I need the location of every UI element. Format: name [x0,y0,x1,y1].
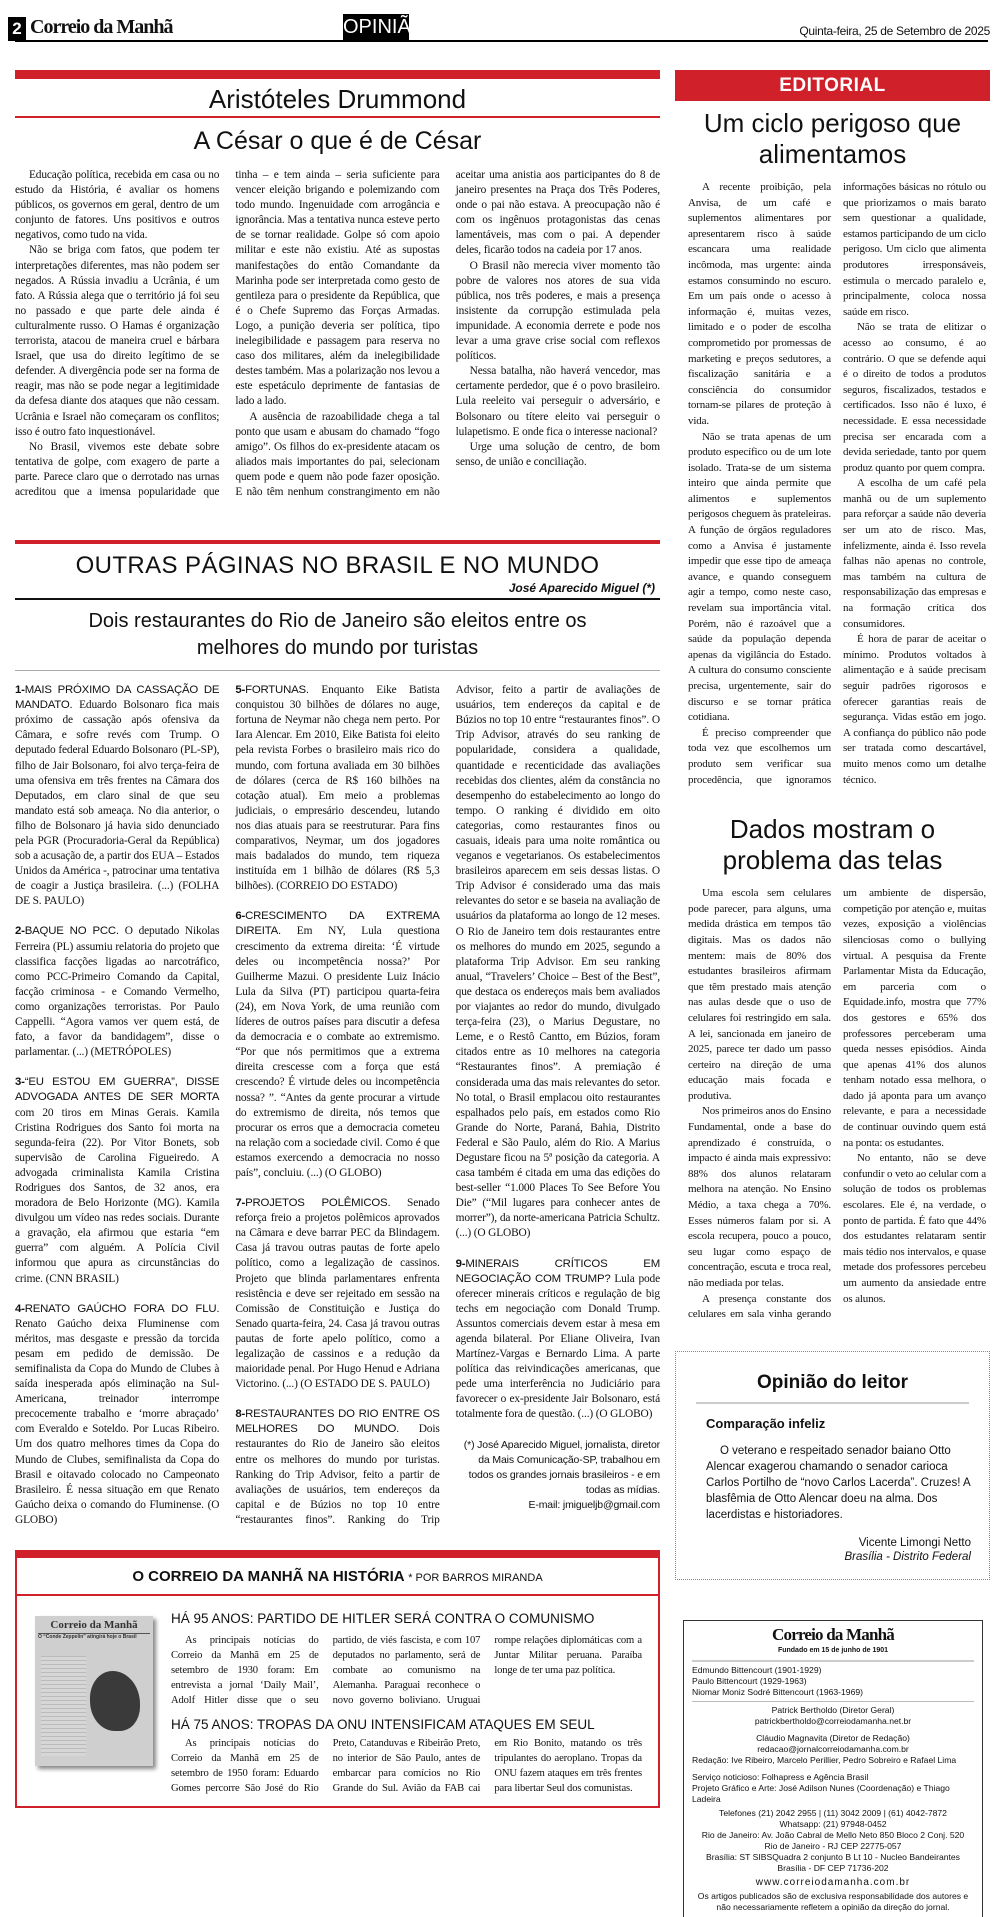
paragraph: A escolha de um café pela manhã ou de um suplemento para reforçar a saúde não deveria ser um ato de risco. Mas, infelizmente, ainda é. Isso revela falhas não apenas no controle, mas também na cultura de responsabilização das empresas e na formação crítica dos consumidores. [843,477,986,630]
story-text: As principais notícias do Correio da Manhã em 25 de setembro de 1950 foram: Eduardo Gomes percorre São José do Rio Preto, Catanduvas e Ribeirão Preto, no interior de São Paulo, antes de embarcar para comícios no Rio Grande do Sul. Avião da FAB cai em Rio Bonito, matando os três tripulantes do aeroplano. Tropas da ONU fazem ataques em três frentes para libertar Seul dos comunistas. [171,1738,642,1795]
item-head: RENATO GAÚCHO FORA DO FLU. [24,1302,220,1315]
paragraph: Não se trata apenas de um produto específico ou de um lote isolado. Trata-se de um sistema inteiro que ainda permite que alimentos e suplementos perigosos cheguem às prateleiras. A função de órgãos reguladores como a Anvisa é justamente impedir que esse tipo de ameaça avance, e quando conseguem agir a tempo, como neste caso, revelam sua importância vital. Porém, não é razoável que a saúde da população dependa apenas da vigilância do Estado. A cultura do consumo consciente precisa, urgentemente, sair do discurso e se tornar prática cotidiana. [688,430,831,724]
section-label: OPINIÃO [343,14,409,41]
item-body: Lula pode oferecer minerais críticos e regulação de big techs em negociação com Donald Trump. Assuntos comerciais devem estar à mesa em agenda bilateral. Por Eliane Oliveira, Ivan Martínez-Vargas e Bernardo Lima. A parte política das reivindicações americanas, que pede uma interferência no Judiciário para favorecer o ex-presidente Jair Bolsonaro, está totalmente fora de questão. (...) (O GLOBO) [455,1272,660,1421]
rio-address: Rio de Janeiro: Av. João Cabral de Mello Neto 850 Bloco 2 Conj. 520 [701,1829,965,1840]
paragraph: No entanto, não se deve confundir o veto ao celular com a solução de todos os problemas escolares. Ele é, na verdade, o ponto de partida. É fato que 44% dos estudantes relataram sentir mais tédio nos intervalos, e quase metade dos professores percebeu um aumento da ansiedade entre os alunos. [843,1152,986,1305]
history-thumbnail [35,1616,153,1766]
item-head: PROJETOS POLÊMICOS. [245,1197,391,1210]
phones: Telefones (21) 2042 2955 | (11) 3042 2009 | (61) 4042-7872 [719,1807,947,1818]
item-number: 6- [235,910,246,923]
brasilia-address: Brasília: ST SIBSQuadra 2 conjunto B Lt 10 - Nucleo Bandeirantes [706,1851,960,1862]
item-head: RESTAURANTES DO RIO ENTRE OS MELHORES DO MUNDO. [235,1408,440,1436]
item-number: 4- [15,1302,25,1315]
thumbnail-headline: O “Conde Zeppelin” atingirá hoje o Brasil [38,1633,150,1640]
column-title: A César o que é de César [193,127,482,155]
news-item [15,1075,219,1286]
footnote-text: (*) José Aparecido Miguel, jornalista, diretor da Mais Comunicação-SP, trabalhou em todos os grandes jornais brasileiros - e em todas as mídias. [463,1438,660,1496]
item-head: CRESCIMENTO DA EXTREMA DIREITA. [235,910,440,938]
paragraph: Educação política, recebida em casa ou no estudo da História, é avaliar os homens públicos, os governos em geral, dentro de um conjunto de fatores. Uns positivos e outros negativos, como tudo na vida. [15,169,220,242]
item-number: 9- [455,1257,466,1270]
founder: Niomar Moniz Sodré Bittencourt (1963-1969) [692,1686,864,1697]
item-head: FORTUNAS. [245,684,309,697]
masthead-logo: Correio da Manhã [772,1624,894,1644]
history-title: O CORREIO DA MANHÃ NA HISTÓRIA [132,1568,405,1586]
news-item-headline [15,1303,219,1315]
item-body: Renato Gaúcho deixa Fluminense com méritos, mas desgaste e pressão da torcida pesam em pedido de demissão. De semifinalista da Copa do Mundo de Clubes à saída inesperada após eliminação na Sul-Americana, treinador interrompe precocemente trabalho e ‘morre abraçado’ com Everaldo e Soteldo. Por Lucas Ribeiro. Um dos quatro melhores times da Copa do Mundo de Clubes, semifinalista da Copa do Brasil e oitavado colocado no Campeonato Brasileiro. É nessa situação em que Renato Gaúcho deixa o comando do Fluminense. (O GLOBO) [15,1317,220,1526]
history-story-2-body [171,1736,642,1796]
paragraph: A ausência de razoabilidade chega a tal ponto que usam e abusam do chamado “fogo amigo”. Os filhos do ex-presidente atacam os aliados mais importantes do pai, selecionam quem pode e quem não pode fazer oposição. E não têm nenhum constrangimento em não aceitar uma anistia aos participantes do 8 de janeiro presentes na Praça dos Três Poderes, onde o pai não estava. A preocupação não é com os ingênuos protagonistas das cenas lamentáveis, mas com o pai. A depender deles, ficarão todos na cadeia por 17 anos. [235,169,660,498]
history-story-1-head: HÁ 95 ANOS: PARTIDO DE HITLER SERÁ CONTRA O COMUNISMO [171,1611,595,1627]
news-items [15,683,660,1528]
history-story-1-body [171,1633,642,1708]
history-box [15,1550,660,1808]
left-column [15,70,660,1808]
issue-date: Quinta-feira, 25 de Setembro de 2025 [799,24,990,38]
news-item [235,909,439,1181]
reader-location: Brasília - Distrito Federal [844,1550,971,1563]
thumbnail-logo: Correio da Manhã [50,1619,138,1632]
newspaper-logo: Correio da Manhã [30,16,173,38]
news-item-headline [15,925,119,937]
item-head: MAIS PRÓXIMO DA CASSAÇÃO DE MANDATO. [15,684,220,712]
divider [692,1660,974,1662]
editor-email[interactable]: redacao@jornalcorreiodamanha.com.br [757,1743,909,1754]
right-column [675,70,990,1917]
news-item [235,1196,439,1392]
rio-cep: Rio de Janeiro - RJ CEP 22775-057 [764,1840,902,1851]
author-footnote [456,1438,660,1513]
telas-body [688,886,986,1323]
reader-opinion-title: Opinião do leitor [757,1371,908,1393]
paragraph: A recente proibição, pela Anvisa, de um café e suplementos alimentares por apresentarem risco à saúde escancara uma realidade incômoda, mas urgente: ainda estamos consumindo no escuro. Em um país onde o acesso à informação é, muitas vezes, limitado e o poder de escolha comprometido por promessas de marketing e preços sedutores, a fiscalização sanitária e a consciência do consumidor tornam-se pilares de proteção à vida. [688,181,831,427]
history-byline: * POR BARROS MIRANDA [408,1572,543,1585]
paragraph: No Brasil, vivemos este debate sobre tentativa de golpe, com exagero de parte a parte. Parece claro que o derrotado nas urnas acreditou que a imensa popularidade que tinha – e tem ainda – seria suficiente para vencer eleição brigando e polemizando com todo mundo. Ingenuidade com arrogância e ignorância. Mas a tentativa nunca esteve perto de se tornar realidade. Golpe só com apoio militar e este não existiu. Até as supostas manifestações do então Comandante da Marinha pode ser interpretada como gesto de gentileza para o presidente da República, que é o Chefe Supremo das Forças Armadas. Logo, a punição deveria ser política, tipo inelegibilidade e passagem para reserva no caso dos militares, além da inelegibilidade destes também. Mas a polarização nos levou a este espetáculo deprimente de fantasias de lado a lado. [15,169,440,498]
paragraph: O Brasil não merecia viver momento tão pobre de valores nos atores de sua vida pública, nos três poderes, e mais a presença insistente da corrupção estimulada pela impunidade. A economia derrete e pode nos levar a uma grave crise social com reflexos políticos. [455,259,660,363]
item-head: “EU ESTOU EM GUERRA”, DISSE ADVOGADA ANTES DE SER MORTA [15,1076,220,1104]
section-author: José Aparecido Miguel (*) [508,581,655,596]
news-item [456,1257,660,1423]
item-body: Senado reforça freio a projetos polêmicos aprovados na Câmara e deve barrar PEC da Blindagem. Casa já travou outras pautas de forte apelo político, como a legalização de cassinos. Projeto que blinda parlamentares enfrenta resistência e deve ser rejeitado em sessão na Comissão de Constituição e Justiça do Senado quarta-feira, 24. Casa já travou outras pautas de forte apelo político, como a legalização de cassinos e a redução da maioridade penal. Por Hugo Henud e Adriana Victorino. (...) (O ESTADO DE S. PAULO) [235,1197,440,1391]
item-number: 3- [15,1076,25,1089]
news-item-headline [15,1076,219,1103]
page-number: 2 [8,17,26,41]
news-item [15,683,219,909]
item-number: 8- [235,1408,246,1421]
paragraph: Não se briga com fatos, que podem ter interpretações diferentes, mas não podem ser negados. A Rússia invadiu a Ucrânia, é um fato. A Rússia alega que o território já foi seu no passado e que parte dele ainda é culturalmente russo. O Hamas é organização terrorista, atacou de maneira cruel e bárbara Israel, que usa do direito legítimo de se defender. A divergência pode ser na forma de reagir, mas não se pode negar a legitimidade da defesa diante dos ataques que não cessam. Ucrânia e Israel não começaram os conflitos; isso é outro fato inquestionável. [15,244,220,438]
column-body [15,168,660,500]
reader-letter-title: Comparação infeliz [706,1415,826,1431]
section-subtitle: Dois restaurantes do Rio de Janeiro são eleitos entre os melhores do mundo por turistas [88,610,587,660]
item-number: 1- [15,684,25,697]
red-rule [15,116,660,118]
item-number: 7- [235,1197,246,1210]
author-email[interactable]: E-mail: jmigueljb@gmail.com [528,1498,660,1511]
red-rule [15,540,660,544]
divider [692,1701,974,1702]
news-item-headline [235,1197,390,1209]
masthead-box [683,1620,983,1917]
brasilia-cep: Brasília - DF CEP 71736-202 [777,1862,889,1873]
item-head: MINERAIS CRÍTICOS EM NEGOCIAÇÃO COM TRUMP? [455,1257,660,1285]
design-credit: Projeto Gráfico e Arte: José Adilson Nunes (Coordenação) e Thiago Ladeira [692,1782,950,1804]
news-item-headline [235,1408,439,1435]
editor: Cláudio Magnavita (Diretor de Redação) [756,1732,910,1743]
news-item [15,924,219,1060]
reader-letter-text: O veterano e respeitado senador baiano Otto Alencar exagerou chamando o senador carioca Carlos Portilho de “novo Carlos Lacerda”. Cruzes! A blasfêmia de Otto Alencar doeu na alma. Dos lacerdistas e historiadores. [706,1444,970,1521]
column-author: Aristóteles Drummond [208,84,467,114]
history-story-2-head: HÁ 75 ANOS: TROPAS DA ONU INTENSIFICAM ATAQUES EM SEUL [171,1717,595,1733]
item-body: Em NY, Lula questiona crescimento da extrema direita: ‘É virtude deles ou incompetência nossa?’ Por Guilherme Mazui. O presidente Luiz Inácio Lula da Silva (PT) participou quarta-feira (24), em Nova York, de uma reunião com líderes de outros países para discutir a defesa da democracia e o combate ao extremismo. “Por que nós permitimos que a extrema direita crescesse com a força que está crescendo? É virtude deles ou incompetência nossa? ”. “Antes da gente procurar a virtude do extremismo de direita, nós temos que procurar os erros que a democracia cometeu na relação com a sociedade civil. Como é que estamos exercendo a democracia no nosso país”, concluiu. (...) (O GLOBO) [235,925,440,1179]
founder: Edmundo Bittencourt (1901-1929) [692,1664,822,1675]
thumbnail-text [41,1656,86,1756]
director-email[interactable]: patrickbertholdo@correiodamanha.net.br [754,1715,912,1726]
paragraph: Nos primeiros anos do Ensino Fundamental, onde a base do aprendizado é construída, o impacto é ainda mais expressivo: 88% dos alunos relataram melhora na atenção. No Ensino Médio, a taxa chega a 70%. Esses números falam por si. A escola recupera, pouco a pouco, seu lugar como espaço de concentração, escuta e troca real, não mediada por telas. [688,1105,831,1289]
zeppelin-photo [90,1671,140,1731]
item-body: Eduardo Bolsonaro fica mais próximo de cassação após ofensiva da Câmara, e sofre revés com Trump. O deputado federal Eduardo Bolsonaro (PL-SP), filho de Jair Bolsonaro, foi alvo terça-feira de uma ofensiva em três frentes na Câmara dos Deputados, em claro sinal de que seu mandato está sob ameaça. No dia anterior, o filho de Bolsonaro já havia sido denunciado pela PGR (Procuradoria-Geral da República) sob a acusação de, a partir dos EUA – Estados Unidos da América -, patrocinar uma tentativa de coagir a Justiça brasileira. (...) (FOLHA DE S. PAULO) [15,699,220,908]
item-number: 2- [15,925,25,938]
paragraph: A presença constante dos celulares em sala vinha gerando um ambiente de dispersão, competição por atenção e, muitas vezes, exposição a violências silenciosas como o bullying virtual. A pesquisa da Frente Parlamentar Mista da Educação, em parceria com o Equidade.info, mostra que 77% dos gestores e 65% dos professores perceberam uma queda nesses episódios. Ainda que apenas 41% dos alunos tenham notado essa melhora, o dado já aponta para um avanço relevante, e para a necessidade de continuar ouvindo quem está na ponta: os estudantes. [688,887,986,1321]
reader-signature: Vicente Limongi Netto [858,1536,971,1549]
divider [696,1402,969,1404]
paragraph: Nessa batalha, não haverá vencedor, mas certamente perdedor, que é o povo brasileiro. Lula reeleito vai perseguir o adversário, e Bolsonaro ou títere eleito vai perseguir o lulapetismo. E onde fica o interesse nacional? [455,365,660,438]
red-bar [15,70,660,79]
paragraph: É preciso compreender que toda vez que escolhemos um produto sem verificar sua procedência, que ignoramos informações básicas no rótulo ou que priorizamos o mais barato sem questionar a qualidade, estamos participando de um ciclo perigoso. Um ciclo que alimenta produtores irresponsáveis, estimula o mercado paralelo e, principalmente, coloca nossa saúde em risco. [688,181,986,786]
item-body: Dois restaurantes do Rio de Janeiro são eleitos entre os melhores do mundo por turistas. Ranking do Trip Advisor, feito a partir de avaliações de usuários, tem endereços da capital e de Búzios no top 10 entre “restaurantes finos”. Ranking do Trip Advisor, feito a partir de avaliações de usuários, tem endereços da capital e de Búzios no top 10 entre “restaurantes finos”. O Trip Advisor, através do seu ranking de popularidade, considera a qualidade, quantidade e recenticidade das avaliações recebidas dos clientes, além da constância no desempenho do estabelecimento ao longo do tempo. O ranking é dividido em oito categorias, como restaurantes finos ou casuais, ideais para uma noite romântica ou veganos e vegetarianos. Os estabelecimentos brasileiros aparecem em seis dessas listas. O Trip Advisor é considerado uma das mais relevantes do setor e se baseia na avaliação de usuários da plataforma ao longo de 12 meses. O Rio de Janeiro tem dois restaurantes entre os melhores do mundo em 2025, segundo a plataforma Trip Advisor. Em seu ranking anual, “Travelers’ Choice – Best of the Best”, que destaca os endereços mais bem avaliados por viajantes ao redor do mundo, divulgado terça-feira (23), o Marius Degustare, no Leme, e o Restô Cantto, em Búzios, foram citados entre as 10 melhores na categoria “Restaurantes finos”. A premiação é considerada uma das mais relevantes do setor. No total, o Brasil emplacou oito restaurantes espalhados pelo país, em estados como Rio Grande do Norte, Paraná, Bahia, Distrito Federal e São Paulo, além do Rio. A Marius Degustare ficou na 5ª posição da categoria. A casa também é citada em uma das edições do best-seller “1.000 Places To See Before You Die” (“Mil lugares para conhecer antes de morrer”), da norte-americana Patricia Schultz. (...) (O GLOBO) [235,684,660,1526]
news-item [15,1302,219,1528]
divider [15,670,660,671]
item-body: Enquanto Eike Batista conquistou 30 bilhões de dólares no auge, fortuna de Neymar não chega nem perto. Por Iara Alencar. Em 2010, Eike Batista foi eleito pela revista Forbes o brasileiro mais rico do mundo, com fortuna avaliada em 30 bilhões de dólares (cerca de R$ 160 bilhões na cotação atual). Em meio a problemas judiciais, o empresário descendeu, lutando nos dias atuais para se reestruturar. Para fins comparativos, Neymar, um dos jogadores mais badalados do mundo, tem riqueza instituída em 1 bilhão de dólares (R$ 5,3 bilhões). (CORREIO DO ESTADO) [235,684,440,893]
item-body: com 20 tiros em Minas Gerais. Kamila Cristina Rodrigues dos Santo foi morta na segunda-feira (22). Por Vitor Bonets, sob supervisão de Carolina Figueiredo. A advogada criminalista Kamila Cristina Rodrigues dos Santos, de 32 anos, era moradora de Belo Horizonte (MG). Kamila divulgou um vídeo nas redes sociais. Durante a gravação, ela afirmou que estaria “em guerra” com alguém. A Polícia Civil informou que apura as circunstâncias do crime. (CNN BRASIL) [15,1106,220,1285]
website-link[interactable]: www.correiodamanha.com.br [755,1876,911,1888]
section-title: OUTRAS PÁGINAS NO BRASIL E NO MUNDO [75,552,600,580]
paragraph: Urge uma solução de centro, de bom senso, de união e conciliação. [455,440,660,468]
newsroom: Redação: Ive Ribeiro, Marcelo Perillier, Pedro Sobreiro e Rafael Lima [692,1754,957,1765]
editorial-label: EDITORIAL [675,70,990,101]
whatsapp: Whatsapp: (21) 97948-0452 [779,1818,887,1829]
header-rule [15,40,988,42]
divider [15,598,660,600]
story-text: As principais notícias do Correio da Manhã em 25 de setembro de 1930 foram: Em entrevista a jornal ‘Daily Mail’, Adolf Hitler disse que o seu partido, de viés fascista, e com 107 deputados no parlamento, será de combate ao comunismo na Alemanha. Paraguai reconhece o novo governo boliviano. Uruguai rompe relações diplomáticas com a Juntar Militar peruana. Paraíba longe de ter uma paz política. [171,1635,642,1707]
news-item [235,683,439,894]
director: Patrick Bertholdo (Diretor Geral) [771,1704,895,1715]
paragraph: Não se trata de elitizar o acesso ao consumo, é ao contrário. O que se defende aqui é o direito de todos a produtos seguros, fiscalizados, testados e certificados. Isso não é luxo, é necessidade. E essa necessidade precisa ser encarada com a devida seriedade, tanto por quem produz quanto por quem compra. [843,321,986,474]
news-item-headline [235,684,309,696]
founded-date: Fundado em 15 de junho de 1901 [777,1646,889,1654]
news-service: Serviço noticioso: Folhapress e Agência Brasil [692,1771,869,1782]
telas-title: Dados mostram o problema das telas [722,814,943,876]
editorial-body [688,180,986,788]
reader-opinion-box [675,1351,990,1580]
paragraph: Uma escola sem celulares pode parecer, para alguns, uma medida drástica em tempos tão digitais. Mas os dados não mentem: mais de 80% dos estudantes brasileiros afirmam que têm prestado mais atenção nas aulas desde que o uso de celulares foi restringido em sala. A lei, sancionada em janeiro de 2025, parece ter dado um passo certeiro na direção de uma educação mais focada e produtiva. [688,887,831,1102]
paragraph: É hora de parar de aceitar o mínimo. Produtos voltados à alimentação e à saúde precisam seguir padrões rigorosos e oferecer garantias reais de segurança. Vidas estão em jogo. A confiança do público não pode ser tratada como descartável, muito menos como um detalhe técnico. [843,633,986,786]
item-head: BAQUE NO PCC. [24,925,119,938]
item-body: O deputado Nikolas Ferreira (PL) assumiu relatoria do projeto que classifica facções ligadas ao narcotráfico, como PCC-Primeiro Comando da Capital, facção criminosa - e Comando Vermelho, como organizações terroristas. Por Paulo Cappelli. “Agora vamos ver quem está, de fato, a favor da bandidagem”, disse o parlamentar. (...) (METRÓPOLES) [15,925,220,1059]
editorial-title: Um ciclo perigoso que alimentamos [703,108,962,169]
founder: Paulo Bittencourt (1929-1963) [692,1675,807,1686]
disclaimer: Os artigos publicados são de exclusiva responsabilidade dos autores e não necessariamente refletem a opinião da direção do jornal. [697,1890,969,1912]
item-number: 5- [235,684,246,697]
